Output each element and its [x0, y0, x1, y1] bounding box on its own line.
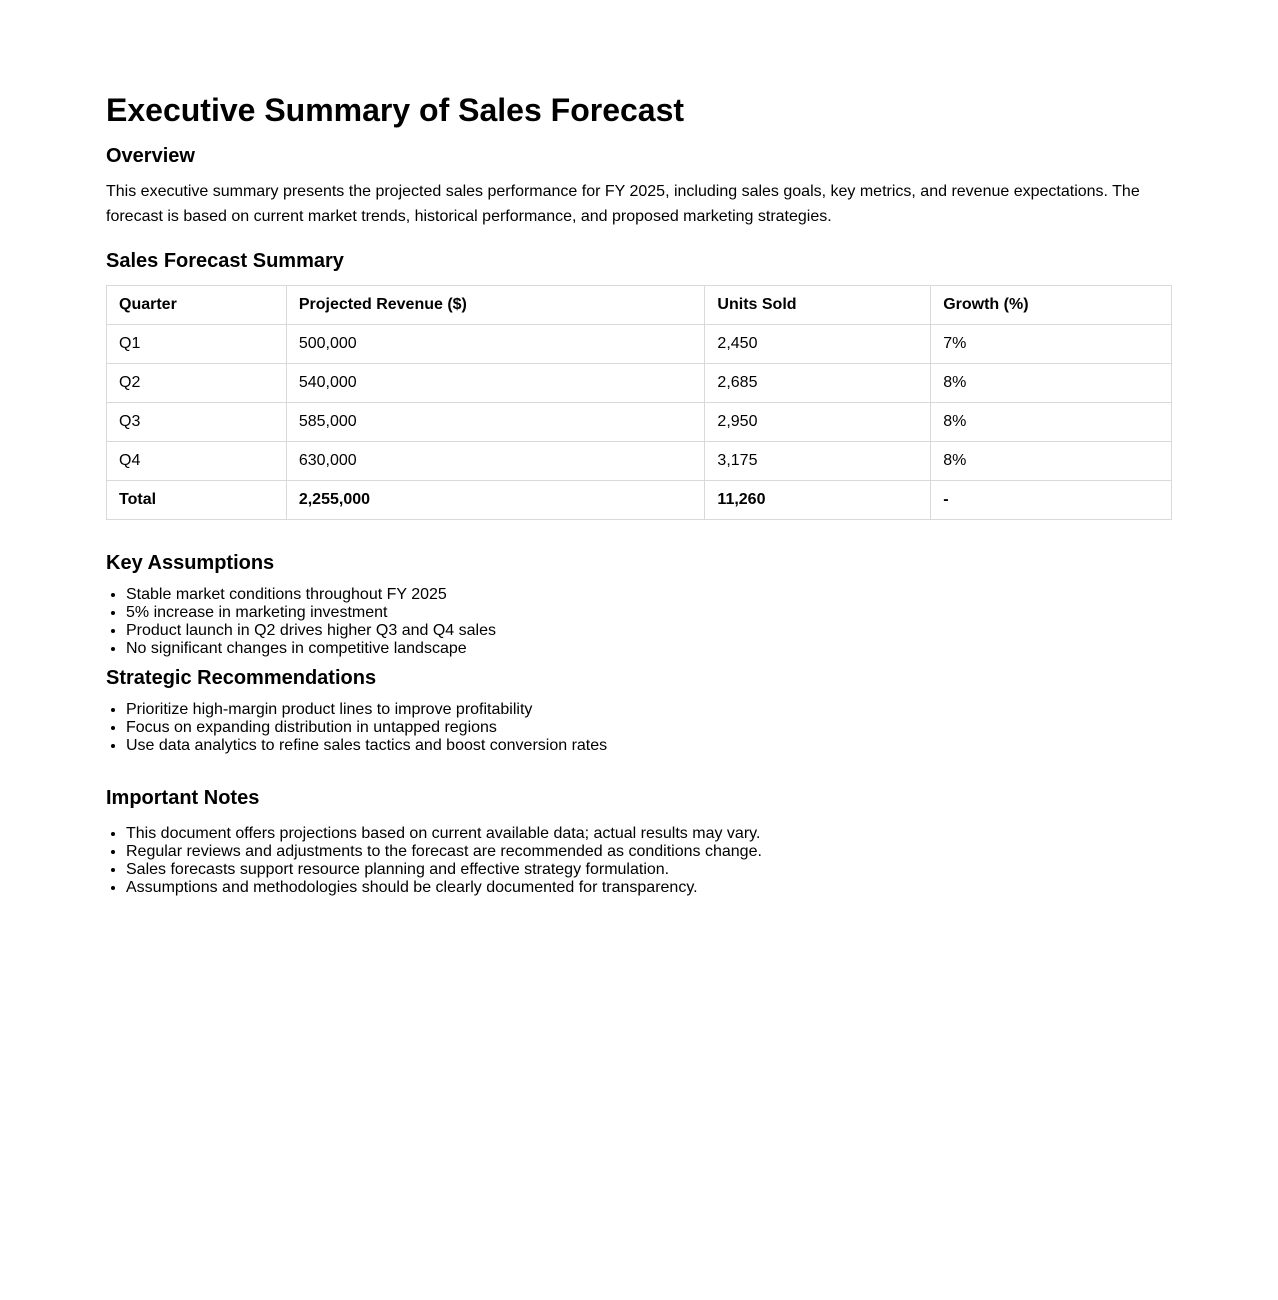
cell-units: 2,685: [705, 364, 931, 403]
list-item: • Focus on expanding distribution in untapped regions: [126, 719, 607, 737]
cell-revenue: 630,000: [286, 442, 705, 481]
cell-total-units: 11,260: [705, 481, 931, 520]
list-item: • Stable market conditions throughout FY 2025: [126, 586, 496, 604]
list-item: • Regular reviews and adjustments to the forecast are recommended as conditions change.: [126, 843, 762, 861]
cell-quarter: Q2: [107, 364, 287, 403]
list-item: • 5% increase in marketing investment: [126, 604, 496, 622]
column-header-units-sold: Units Sold: [705, 286, 931, 325]
cell-total-growth: -: [931, 481, 1172, 520]
assumptions-list: [106, 586, 496, 658]
overview-text: This executive summary presents the projected sales performance for FY 2025, including sales goals, key metrics, and revenue expectations. The forecast is based on current market trends, historical performance, and proposed marketing strategies.: [106, 183, 1140, 225]
column-header-quarter: Quarter: [107, 286, 287, 325]
cell-quarter: Q1: [107, 325, 287, 364]
overview-heading: Overview: [106, 145, 195, 167]
list-item: • No significant changes in competitive landscape: [126, 640, 496, 658]
page-title: Executive Summary of Sales Forecast: [106, 92, 685, 128]
notes-list: [106, 825, 762, 897]
recommendations-heading: Strategic Recommendations: [106, 667, 377, 689]
table-row: [107, 403, 1172, 442]
sales-forecast-table: [106, 285, 1172, 520]
cell-total-label: Total: [107, 481, 287, 520]
table-row: [107, 442, 1172, 481]
list-item: • Prioritize high-margin product lines to improve profitability: [126, 701, 607, 719]
forecast-heading: Sales Forecast Summary: [106, 250, 344, 272]
list-item: • Use data analytics to refine sales tactics and boost conversion rates: [126, 737, 607, 755]
table-header-row: [107, 286, 1172, 325]
notes-heading: Important Notes: [106, 787, 260, 809]
list-item: • Assumptions and methodologies should be clearly documented for transparency.: [126, 879, 762, 897]
table-row: [107, 364, 1172, 403]
assumptions-heading: Key Assumptions: [106, 552, 275, 574]
cell-units: 2,950: [705, 403, 931, 442]
cell-growth: 8%: [931, 403, 1172, 442]
table-total-row: [107, 481, 1172, 520]
list-item: • This document offers projections based on current available data; actual results may vary.: [126, 825, 762, 843]
cell-quarter: Q3: [107, 403, 287, 442]
list-item: • Sales forecasts support resource planning and effective strategy formulation.: [126, 861, 762, 879]
column-header-growth: Growth (%): [931, 286, 1172, 325]
column-header-projected-revenue: Projected Revenue ($): [286, 286, 705, 325]
cell-units: 2,450: [705, 325, 931, 364]
cell-growth: 7%: [931, 325, 1172, 364]
cell-quarter: Q4: [107, 442, 287, 481]
cell-growth: 8%: [931, 442, 1172, 481]
cell-total-revenue: 2,255,000: [286, 481, 705, 520]
cell-growth: 8%: [931, 364, 1172, 403]
list-item: • Product launch in Q2 drives higher Q3 and Q4 sales: [126, 622, 496, 640]
cell-revenue: 585,000: [286, 403, 705, 442]
table-row: [107, 325, 1172, 364]
recommendations-list: [106, 701, 607, 755]
cell-revenue: 540,000: [286, 364, 705, 403]
cell-units: 3,175: [705, 442, 931, 481]
cell-revenue: 500,000: [286, 325, 705, 364]
